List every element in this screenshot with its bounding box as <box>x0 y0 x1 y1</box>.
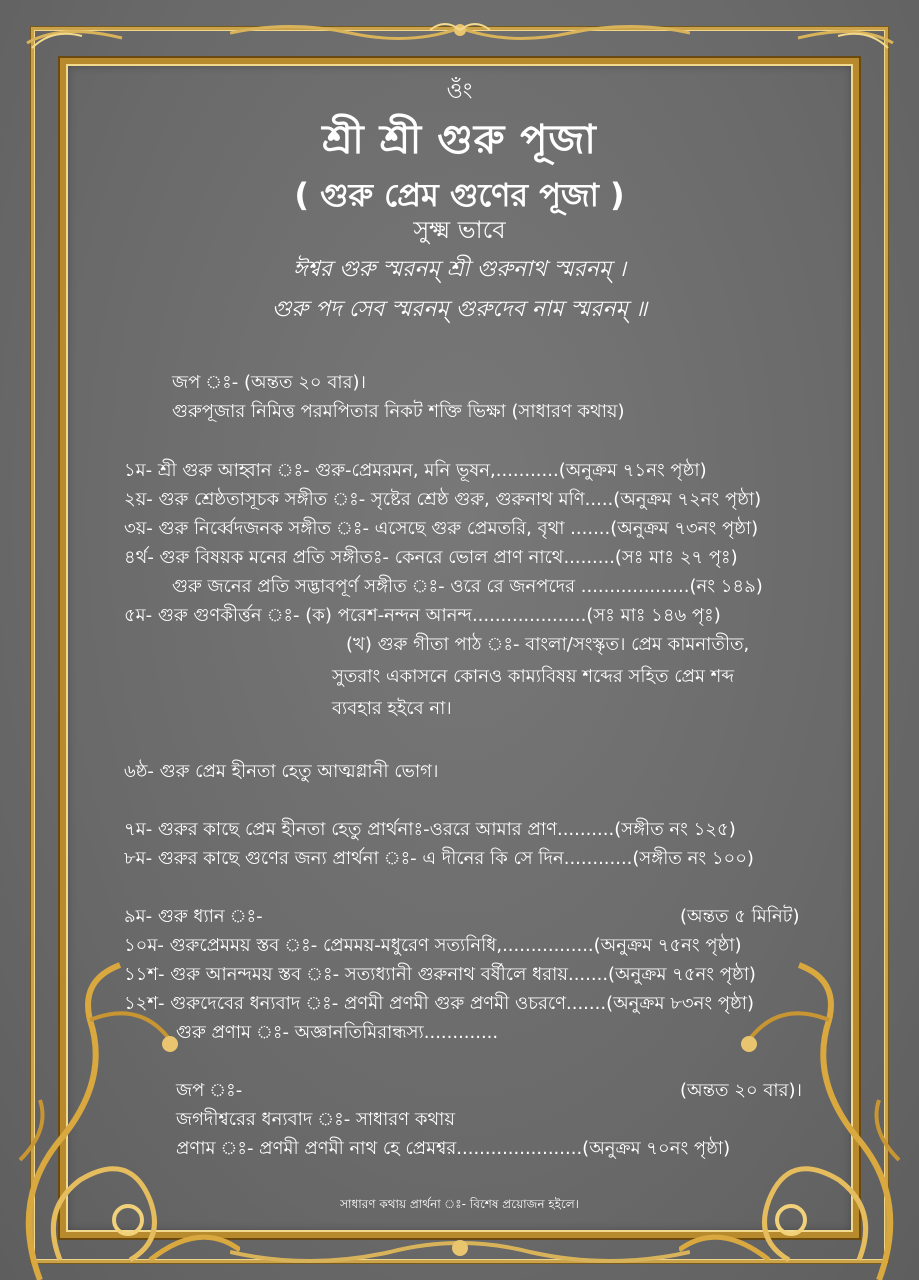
list-item: ৪র্থ- গুরু বিষয়ক মনের প্রতি সঙ্গীতঃ- কেনরে ভোল প্রাণ নাথে.........(সঃ মাঃ ২৭ পৃঃ) <box>124 547 738 568</box>
list-item: ৯ম- গুরু ধ্যান ঃ- <box>124 906 263 927</box>
om-symbol: ওঁং <box>446 79 473 104</box>
page-title: শ্রী শ্রী গুরু পূজা <box>322 117 597 163</box>
list-item: সুতরাং একাসনে কোনও কাম্যবিষয় শব্দের সহিত প্রেম শব্দ <box>332 666 734 687</box>
list-item: ৫ম- গুরু গুণকীর্ত্তন ঃ- (ক) পরেশ-নন্দন আনন্দ....................(সঃ মাঃ ১৪৬ পৃঃ) <box>124 605 721 626</box>
top-ornament-icon <box>230 18 690 48</box>
list-item: ২য়- গুরু শ্রেষ্ঠতাসূচক সঙ্গীত ঃ- সৃষ্টের শ্রেষ্ঠ গুরু, গুরুনাথ মণি.....(অনুক্রম ৭২নং পৃষ্ঠা) <box>124 489 762 510</box>
intro-jap: জপ ঃ- (অন্তত ২০ বার)। <box>172 372 366 393</box>
list-item: ব্যবহার হইবে না। <box>332 698 452 719</box>
list-item: ৮ম- গুরুর কাছে গুণের জন্য প্রার্থনা ঃ- এ দীনের কি সে দিন............(সঙ্গীত নং ১০০) <box>124 848 754 869</box>
list-item: ৬ষ্ঠ- গুরু প্রেম হীনতা হেতু আত্মগ্লানী ভোগ। <box>124 761 439 782</box>
list-item: ১১শ- গুরু আনন্দময় স্তব ঃ- সত্যধ্যানী গুরুনাথ বর্ষীলে ধরায়.......(অনুক্রম ৭৫নং পৃষ্ঠা) <box>124 964 756 985</box>
subtle-heading: সুক্ষ্ম ভাবে <box>413 216 506 244</box>
list-item: ১ম- শ্রী গুরু আহ্বান ঃ- গুরু-প্রেমরমন, মনি ভূষন,...........(অনুক্রম ৭১নং পৃষ্ঠা) <box>124 460 707 481</box>
bottom-ornament-icon <box>230 1232 690 1272</box>
list-item: ১০ম- গুরুপ্রেমময় স্তব ঃ- প্রেমময়-মধুরেণ সত্যনিধি,................(অনুক্রম ৭৫নং পৃষ্ঠা) <box>124 935 742 956</box>
list-item: জপ ঃ- <box>176 1080 243 1101</box>
list-item: জগদীশ্বরের ধন্যবাদ ঃ- সাধারণ কথায় <box>176 1109 455 1130</box>
corner-ornament-top-left-icon <box>22 18 132 68</box>
list-item: প্রণাম ঃ- প্রণমী প্রণমী নাথ হে প্রেমশ্বর......................(অনুক্রম ৭০নং পৃষ্ঠা) <box>176 1138 731 1159</box>
list-item: ৩য়- গুরু নির্ব্বেদজনক সঙ্গীত ঃ- এসেছে গুরু প্রেমতরি, বৃথা .......(অনুক্রম ৭৩নং পৃষ্ঠা) <box>124 518 759 539</box>
invocation-line-2: গুরু পদ সেব স্মরনম্ গুরুদেব নাম স্মরনম্ ॥ <box>271 297 648 322</box>
list-item: ১২শ- গুরুদেবের ধন্যবাদ ঃ- প্রণমী প্রণমী গুরু প্রণমী ওচরণে.......(অনুক্রম ৮৩নং পৃষ্ঠা) <box>124 993 754 1014</box>
intro-prayer: গুরুপূজার নিমিত্ত পরমপিতার নিকট শক্তি ভিক্ষা (সাধারণ কথায়) <box>172 401 625 422</box>
list-item-note: (অন্তত ৫ মিনিট) <box>680 906 800 927</box>
list-item: ৭ম- গুরুর কাছে প্রেম হীনতা হেতু প্রার্থনাঃ-ওররে আমার প্রাণ..........(সঙ্গীত নং ১২৫) <box>124 819 736 840</box>
list-item: গুরু প্রণাম ঃ- অজ্ঞানতিমিরান্ধস্য............. <box>176 1022 499 1043</box>
footer-note: সাধারণ কথায় প্রার্থনা ঃ- বিশেষ প্রয়োজন হইলে। <box>340 1197 579 1211</box>
list-item: (খ) গুরু গীতা পাঠ ঃ- বাংলা/সংস্কৃত। প্রেম কামনাতীত, <box>346 634 750 655</box>
invocation-line-1: ঈশ্বর গুরু স্মরনম্ শ্রী গুরুনাথ স্মরনম্ । <box>292 257 627 282</box>
page-subtitle: ( গুরু প্রেম গুণের পূজা ) <box>294 176 625 214</box>
list-item: গুরু জনের প্রতি সদ্ভাবপূর্ণ সঙ্গীত ঃ- ওরে রে জনপদের ...................(নং ১৪৯) <box>172 576 763 597</box>
corner-ornament-top-right-icon <box>788 18 898 68</box>
list-item-note: (অন্তত ২০ বার)। <box>680 1080 802 1101</box>
